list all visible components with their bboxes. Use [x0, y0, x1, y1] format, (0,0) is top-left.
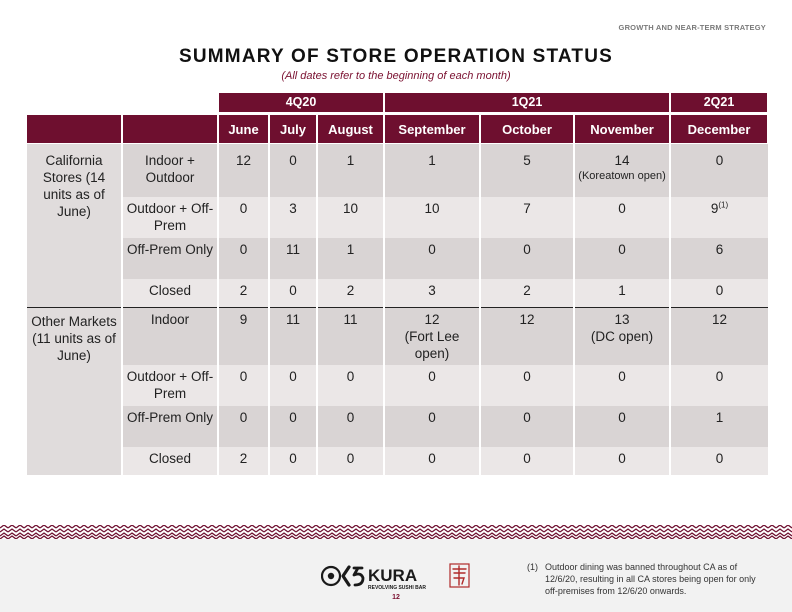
footnote-text: Outdoor dining was banned throughout CA as of 12/6/20, resulting in all CA stores being open for only off-premises from 12/6/20 onwards. — [545, 562, 756, 596]
table-row — [27, 238, 768, 279]
table-cell: 0 — [574, 406, 670, 447]
page-title: SUMMARY OF STORE OPERATION STATUS — [178, 46, 614, 67]
table-cell: 0 — [670, 365, 768, 406]
row-category: Closed — [122, 279, 218, 307]
table-cell: 0 — [480, 238, 574, 279]
table-cell: 3 — [384, 279, 480, 307]
logo-wordmark: KURA — [368, 566, 418, 585]
table-cell: 0 — [269, 406, 317, 447]
table-cell: 9 — [218, 307, 269, 365]
table-cell: 0 — [269, 365, 317, 406]
table-cell: 10 — [317, 197, 384, 238]
table-row — [27, 447, 768, 475]
table-cell: 12 — [670, 307, 768, 365]
cell-note-dc: (DC open) — [590, 328, 654, 344]
table-cell: 2 — [218, 447, 269, 475]
table-cell: 2 — [480, 279, 574, 307]
table-cell: 1 — [317, 238, 384, 279]
table-cell: 0 — [670, 447, 768, 475]
table-cell: 0 — [317, 365, 384, 406]
header-category-blank — [122, 114, 218, 144]
table-cell: 12 — [218, 144, 269, 197]
table-cell: 0 — [384, 238, 480, 279]
table-cell: 0 — [670, 144, 768, 197]
page-number: 12 — [392, 594, 400, 601]
cell-value: 14 — [614, 153, 630, 168]
table-cell — [384, 307, 480, 365]
row-category: Closed — [122, 447, 218, 475]
footnote-ref: (1) — [718, 200, 729, 210]
table-cell: 0 — [480, 365, 574, 406]
month-header-row — [27, 114, 768, 144]
cell-value: 9 — [710, 201, 719, 216]
row-category: Indoor + Outdoor — [122, 144, 218, 197]
table-cell: 0 — [574, 197, 670, 238]
table-cell: 11 — [269, 238, 317, 279]
page-subtitle: (All dates refer to the beginning of each month) — [281, 70, 511, 82]
section-tag: GROWTH AND NEAR-TERM STRATEGY — [618, 23, 766, 32]
month-header-november: November — [574, 114, 670, 144]
group-label-other-markets: Other Markets (11 units as of June) — [27, 307, 122, 475]
table-cell — [574, 144, 670, 197]
period-header-4q20: 4Q20 — [218, 93, 384, 114]
table-cell: 0 — [269, 447, 317, 475]
table-row — [27, 144, 768, 197]
table-cell: 0 — [269, 279, 317, 307]
cell-value: 12 — [424, 311, 440, 327]
table-cell: 0 — [218, 238, 269, 279]
table-cell: 0 — [218, 197, 269, 238]
table-cell: 3 — [269, 197, 317, 238]
table-row — [27, 197, 768, 238]
decorative-zigzag-band — [0, 525, 792, 539]
table-cell: 1 — [574, 279, 670, 307]
row-category: Off-Prem Only — [122, 238, 218, 279]
group-label-california: California Stores (14 units as of June) — [27, 144, 122, 307]
table-cell: 0 — [480, 406, 574, 447]
table-cell: 11 — [317, 307, 384, 365]
table-cell: 0 — [317, 406, 384, 447]
kura-logo — [321, 561, 471, 591]
table-row — [27, 307, 768, 365]
table-cell: 0 — [574, 238, 670, 279]
table-cell: 2 — [317, 279, 384, 307]
period-header-row — [27, 93, 768, 114]
cell-note-koreatown: (Koreatown open) — [578, 170, 666, 182]
month-header-october: October — [480, 114, 574, 144]
table-cell: 0 — [218, 406, 269, 447]
header-blank — [27, 93, 122, 114]
footnote-marker: (1) — [527, 562, 538, 572]
row-category: Outdoor + Off-Prem — [122, 197, 218, 238]
cell-note-fort-lee: (Fort Lee open) — [404, 328, 460, 361]
table-cell: 12 — [480, 307, 574, 365]
table-cell: 0 — [384, 365, 480, 406]
row-category: Off-Prem Only — [122, 406, 218, 447]
month-header-december: December — [670, 114, 768, 144]
row-category: Indoor — [122, 307, 218, 365]
row-category: Outdoor + Off-Prem — [122, 365, 218, 406]
month-header-july: July — [269, 114, 317, 144]
logo-tagline: REVOLVING SUSHI BAR — [368, 585, 426, 591]
month-header-september: September — [384, 114, 480, 144]
period-header-2q21: 2Q21 — [670, 93, 768, 114]
table-cell: 1 — [384, 144, 480, 197]
table-cell: 0 — [269, 144, 317, 197]
table-cell: 0 — [574, 365, 670, 406]
table-cell: 6 — [670, 238, 768, 279]
table-cell: 0 — [384, 406, 480, 447]
header-group-blank — [27, 114, 122, 144]
month-header-august: August — [317, 114, 384, 144]
table-cell: 1 — [670, 406, 768, 447]
footnote — [527, 561, 767, 597]
period-header-1q21: 1Q21 — [384, 93, 670, 114]
cell-value: 13 — [614, 311, 630, 327]
table-cell: 7 — [480, 197, 574, 238]
table-cell — [574, 307, 670, 365]
month-header-june: June — [218, 114, 269, 144]
table-cell: 5 — [480, 144, 574, 197]
table-cell: 2 — [218, 279, 269, 307]
table-row — [27, 365, 768, 406]
store-status-table — [26, 93, 769, 475]
table-cell: 0 — [317, 447, 384, 475]
table-cell: 10 — [384, 197, 480, 238]
table-cell: 0 — [574, 447, 670, 475]
table-cell: 0 — [480, 447, 574, 475]
table-cell: 0 — [670, 279, 768, 307]
table-row — [27, 279, 768, 307]
table-cell: 0 — [384, 447, 480, 475]
table-cell: 11 — [269, 307, 317, 365]
table-cell: 1 — [317, 144, 384, 197]
table-cell — [670, 197, 768, 238]
header-blank — [122, 93, 218, 114]
table-row — [27, 406, 768, 447]
table-cell: 0 — [218, 365, 269, 406]
